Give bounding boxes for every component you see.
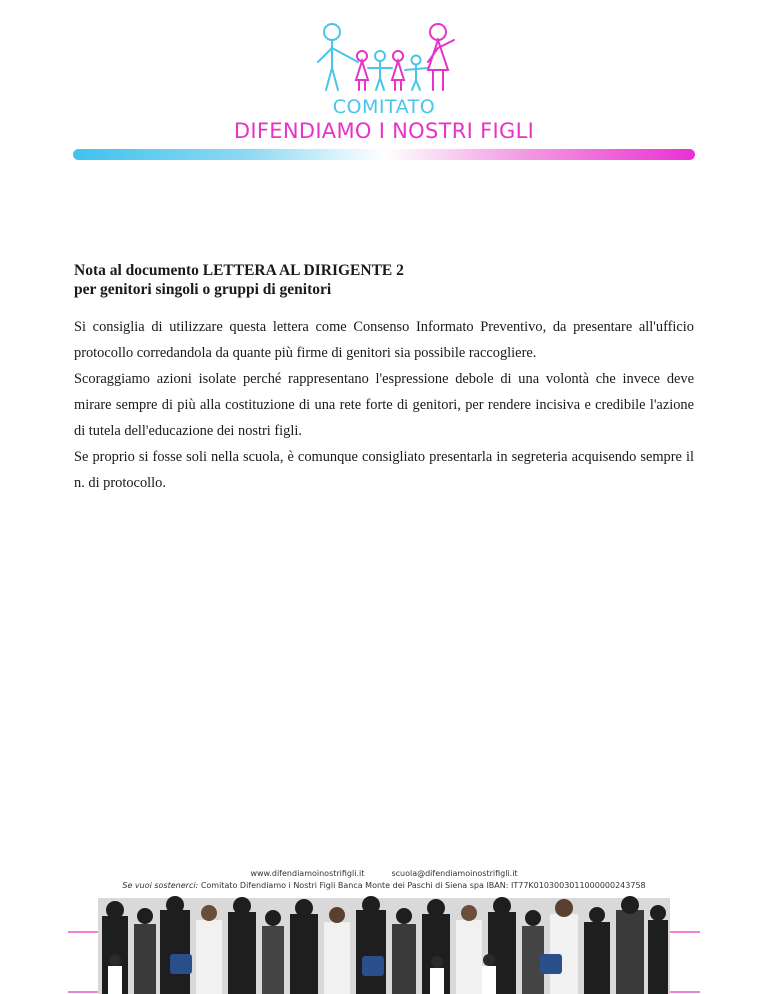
note-body bbox=[74, 314, 694, 496]
note-paragraph: Se proprio si fosse soli nella scuola, è comunque consigliato presentarla in segreteria acquisendo sempre il n. di protocollo. bbox=[74, 449, 694, 491]
footer-website[interactable]: www.difendiamoinostrifigli.it bbox=[250, 869, 365, 878]
note-title-line1: Nota al documento LETTERA AL DIRIGENTE 2 bbox=[74, 262, 404, 279]
note-title-line2: per genitori singoli o gruppi di genitori bbox=[74, 281, 332, 298]
header-logo bbox=[0, 0, 768, 150]
org-name-line2: DIFENDIAMO I NOSTRI FIGLI bbox=[233, 119, 535, 143]
header-divider bbox=[73, 149, 695, 160]
footer-crowd-photo bbox=[0, 896, 768, 994]
footer-support-label: Se vuoi sostenerci: bbox=[122, 881, 199, 890]
family-icon bbox=[310, 18, 460, 94]
footer-email[interactable]: scuola@difendiamoinostrifigli.it bbox=[391, 869, 518, 878]
footer-contacts bbox=[0, 868, 768, 892]
org-name-line1: COMITATO bbox=[332, 96, 436, 118]
note-paragraph: Si consiglia di utilizzare questa lettera come Consenso Informato Preventivo, da presentare all'ufficio protocollo corredandola da quante più firme di genitori sia possibile raccogliere. bbox=[74, 319, 694, 361]
note-paragraph: Scoraggiamo azioni isolate perché rappresentano l'espressione debole di una volontà che invece deve mirare sempre di più alla costituzione di una rete forte di genitori, per rendere incisiva e credibile l'azione di tutela dell'educazione dei nostri figli. bbox=[74, 371, 694, 439]
note-title bbox=[74, 261, 694, 299]
footer-support-text: Comitato Difendiamo i Nostri Figli Banca Monte dei Paschi di Siena spa IBAN: IT77K0103003011000000243758 bbox=[200, 881, 646, 890]
